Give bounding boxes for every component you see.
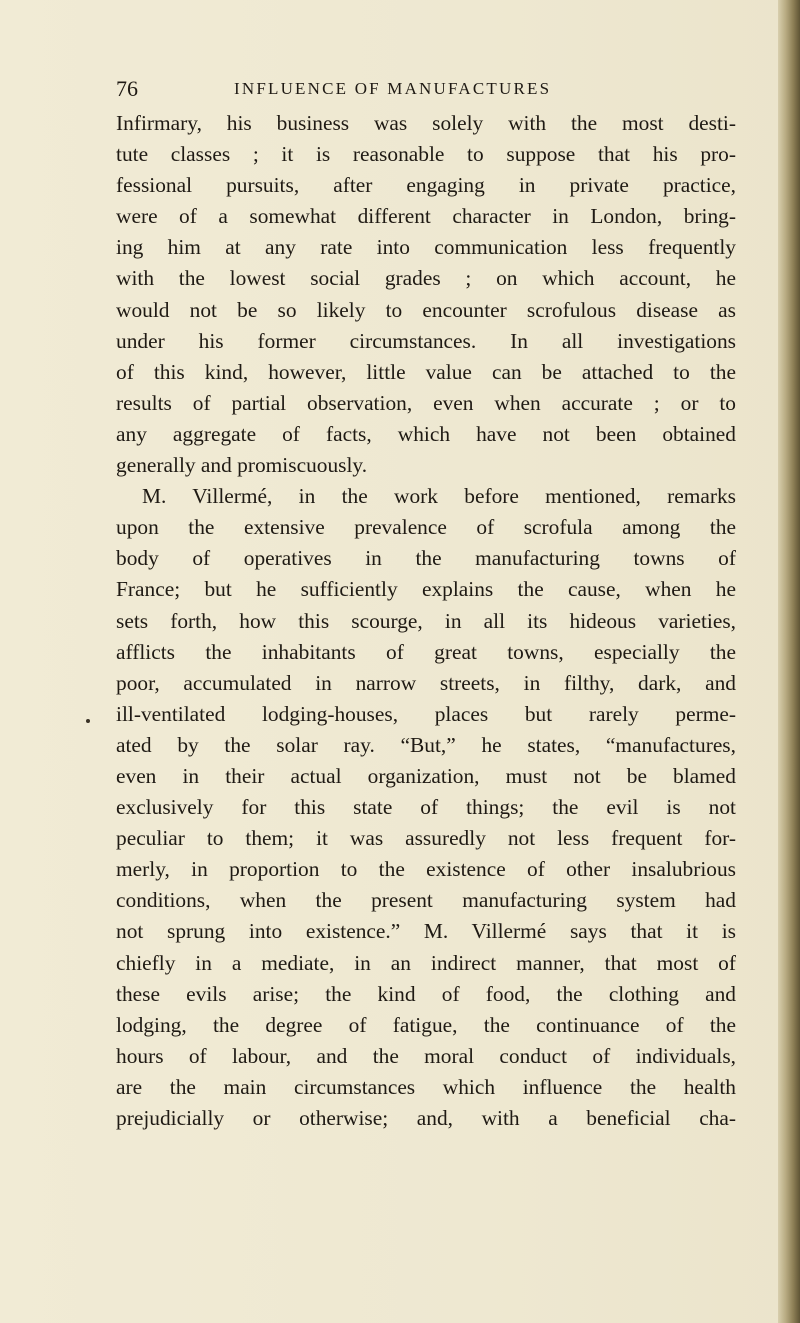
- text-line: of this kind, however, little value can be attached to the: [116, 359, 736, 384]
- text-line: even in their actual organization, must not be blamed: [116, 763, 736, 788]
- text-line: afflicts the inhabitants of great towns, especially the: [116, 639, 736, 664]
- body-text: [116, 108, 736, 1134]
- text-line: with the lowest social grades ; on which account, he: [116, 266, 736, 291]
- paragraph-start-line: M. Villermé, in the work before mentioned, remarks: [142, 484, 736, 509]
- text-line: poor, accumulated in narrow streets, in filthy, dark, and: [116, 670, 736, 695]
- text-line: lodging, the degree of fatigue, the continuance of the: [116, 1012, 736, 1037]
- ink-speck: [86, 719, 90, 723]
- text-line: Infirmary, his business was solely with the most desti-: [116, 111, 736, 135]
- text-line: any aggregate of facts, which have not been obtained: [116, 421, 736, 446]
- page-edge-shadow: [778, 0, 800, 1323]
- text-line: prejudicially or otherwise; and, with a beneficial cha-: [116, 1106, 736, 1130]
- text-line: chiefly in a mediate, in an indirect manner, that most of: [116, 950, 736, 975]
- text-line: upon the extensive prevalence of scrofula among the: [116, 515, 736, 540]
- text-line: would not be so likely to encounter scrofulous disease as: [116, 297, 736, 322]
- text-line: under his former circumstances. In all investigations: [116, 328, 736, 353]
- text-line: not sprung into existence.” M. Villermé says that it is: [116, 919, 736, 944]
- text-line: France; but he sufficiently explains the cause, when he: [116, 577, 736, 602]
- text-line: hours of labour, and the moral conduct of individuals,: [116, 1043, 736, 1068]
- running-head: INFLUENCE OF MANUFACTURES: [234, 79, 552, 98]
- text-line: peculiar to them; it was assuredly not less frequent for-: [116, 826, 736, 851]
- text-line: ill-ventilated lodging-houses, places but rarely perme-: [116, 701, 736, 726]
- text-line: fessional pursuits, after engaging in private practice,: [116, 173, 736, 198]
- text-line: ing him at any rate into communication less frequently: [116, 235, 736, 260]
- text-line: these evils arise; the kind of food, the clothing and: [116, 981, 736, 1006]
- text-line: are the main circumstances which influence the health: [116, 1074, 736, 1099]
- page-header: [116, 74, 736, 104]
- text-line: conditions, when the present manufacturing system had: [116, 888, 736, 913]
- text-line: results of partial observation, even when accurate ; or to: [116, 390, 736, 415]
- text-line: body of operatives in the manufacturing towns of: [116, 546, 736, 571]
- text-line: were of a somewhat different character in London, bring-: [116, 204, 736, 229]
- paragraph-end-line: generally and promiscuously.: [116, 453, 368, 478]
- text-line: exclusively for this state of things; the evil is not: [116, 795, 736, 820]
- text-line: merly, in proportion to the existence of other insalubrious: [116, 857, 736, 882]
- text-line: ated by the solar ray. “But,” he states, “manufactures,: [116, 732, 736, 757]
- page-number: 76: [116, 76, 138, 101]
- text-line: sets forth, how this scourge, in all its hideous varieties,: [116, 608, 736, 633]
- text-line: tute classes ; it is reasonable to suppose that his pro-: [116, 142, 736, 167]
